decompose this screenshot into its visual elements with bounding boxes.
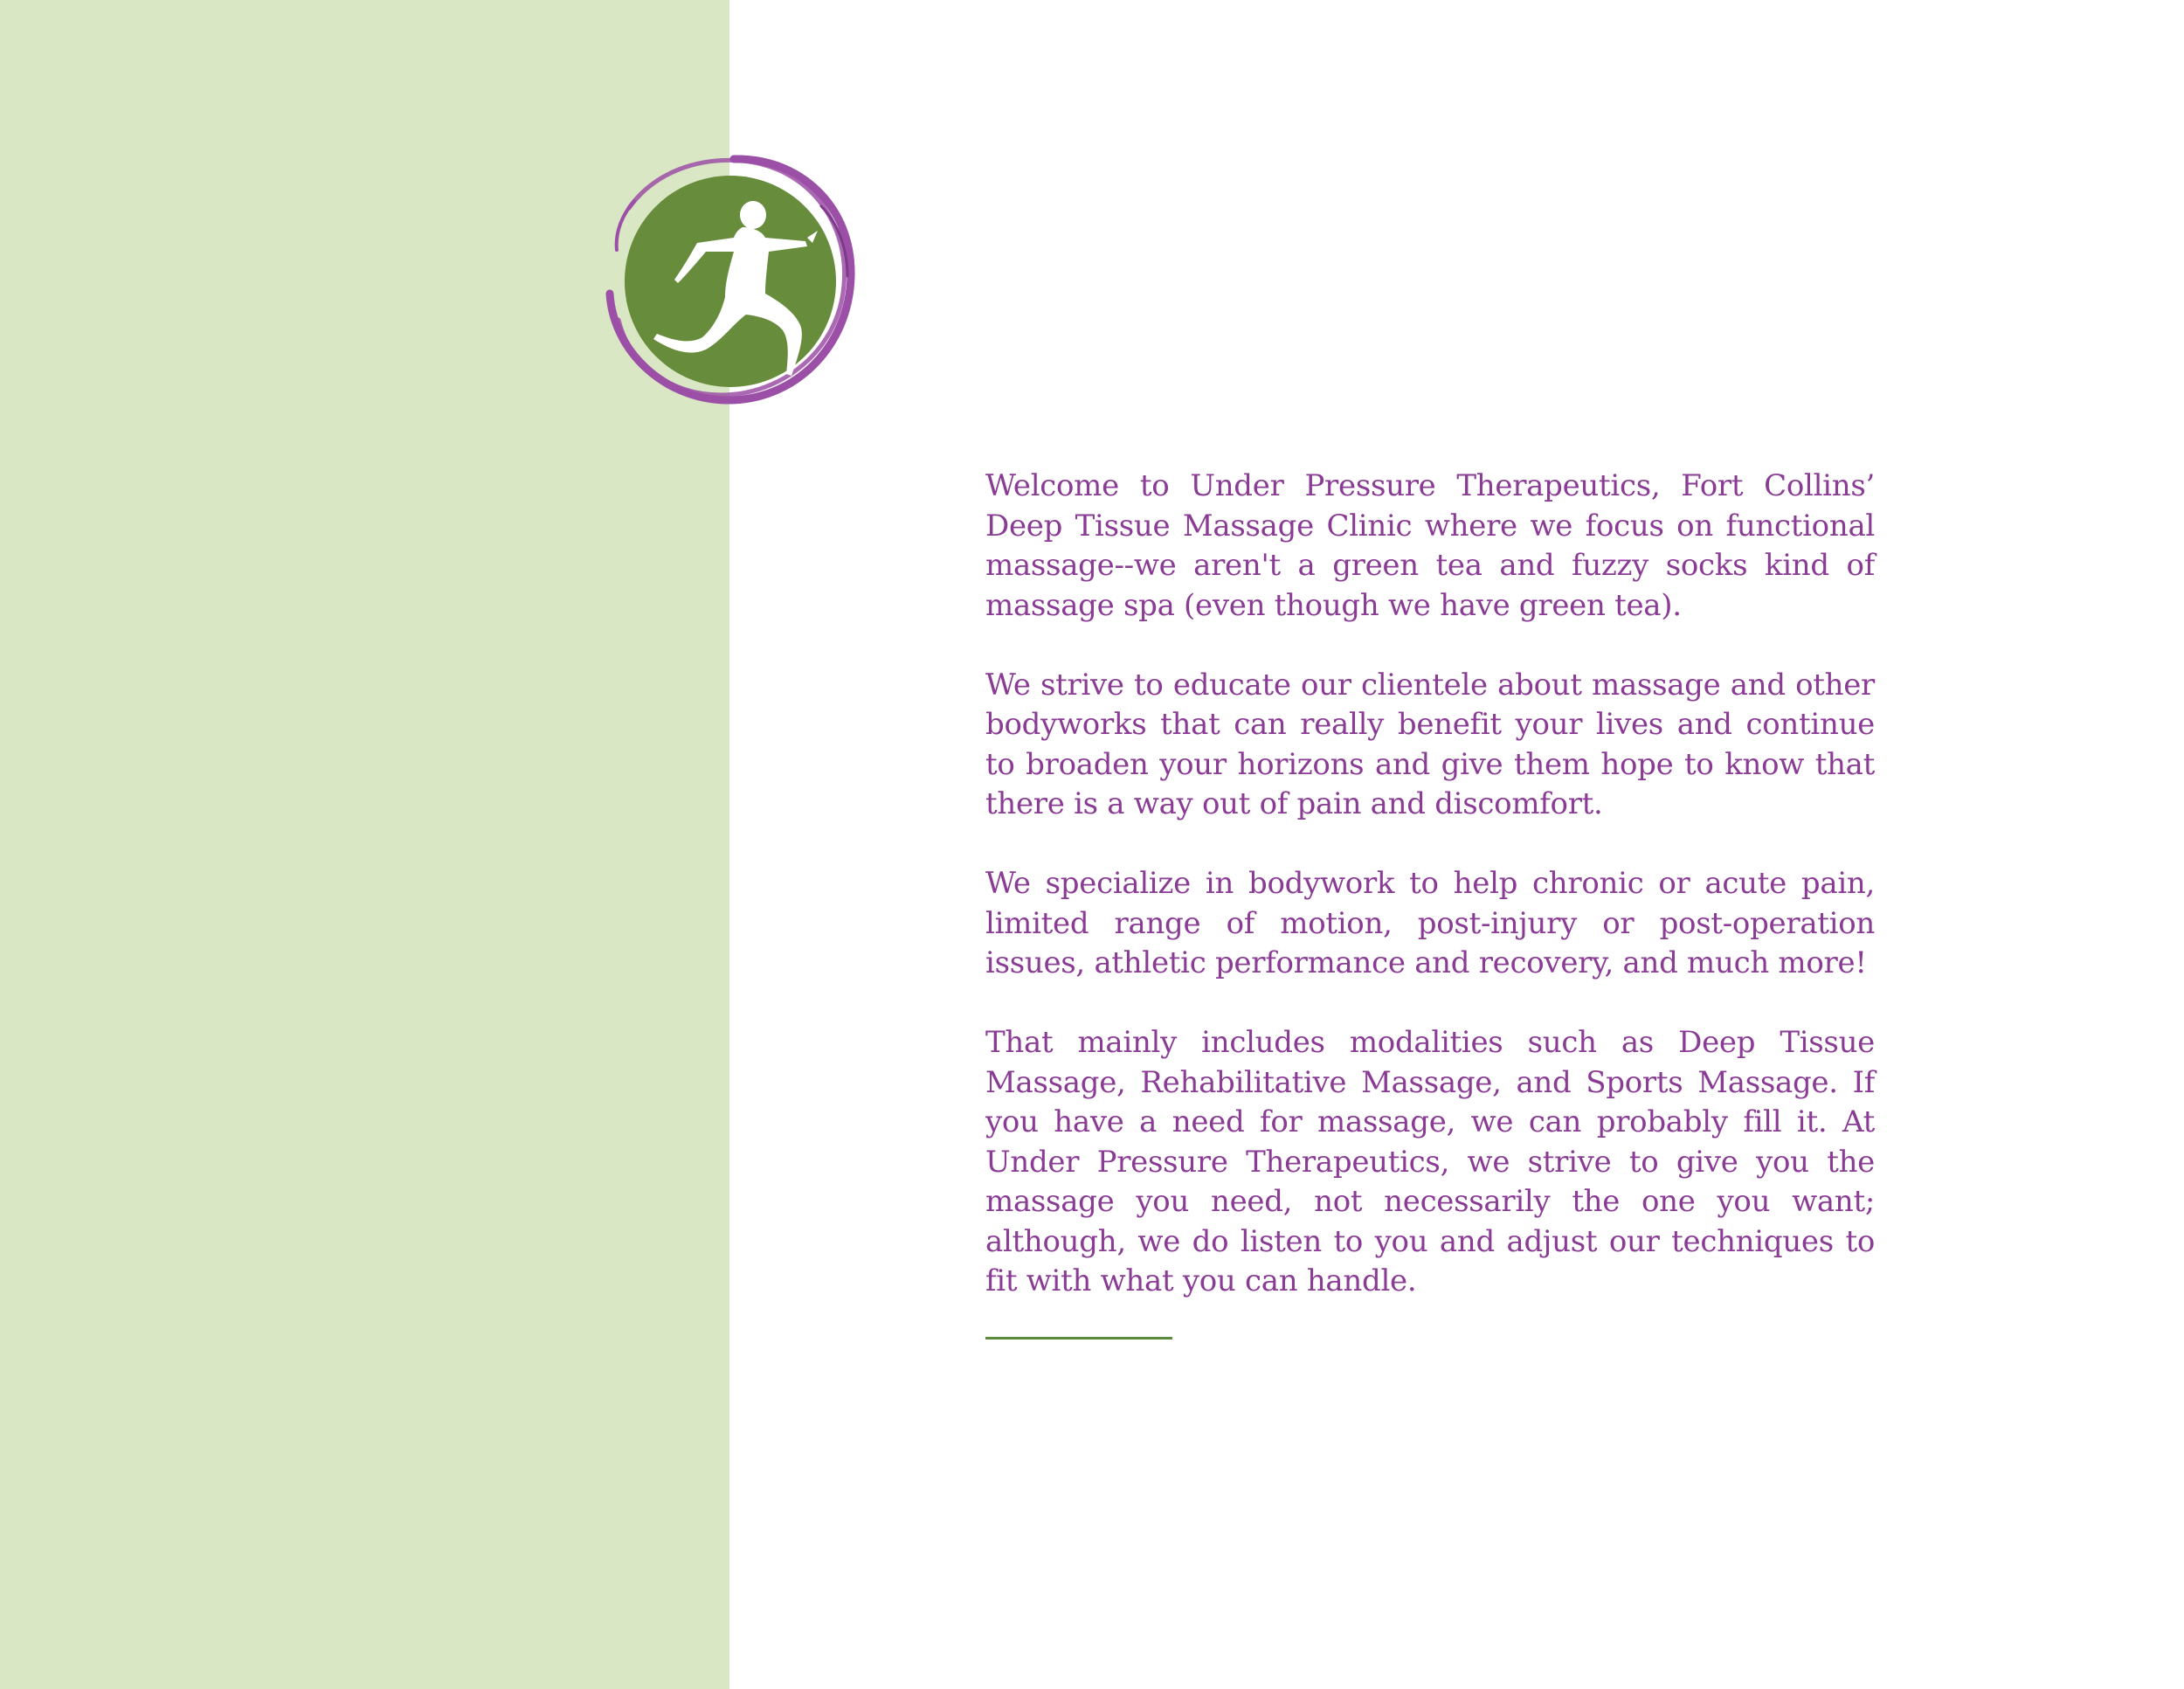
paragraph-modalities: That mainly includes modalities such as Deep Tissue Massage, Rehabilitative Massage, and Sports Massage. If you have a need for massage, we can probably fill it. At Under Pressure Therapeutics, we strive to give you the massage you need, not necessarily the one you want; although, we do listen to you and adjust our techniques to fit with what you can handle. [985,1025,1875,1298]
paragraph-specialize: We specialize in bodywork to help chronic or acute pain, limited range of motion, post-injury or post-operation issues, athletic performance and recovery, and much more! [985,866,1875,980]
paragraph-educate: We strive to educate our clientele about massage and other bodyworks that can really benefit your lives and continue to broaden your horizons and give them hope to know that there is a way out of pain and discomfort. [985,667,1875,821]
paragraph-welcome: Welcome to Under Pressure Therapeutics, Fort Collins’ Deep Tissue Massage Clinic where we focus on functional massage--we aren't a green tea and fuzzy socks kind of massage spa (even though we have green tea). [985,468,1875,623]
divider-line [985,1337,1172,1339]
logo [603,154,856,407]
body-text [985,467,1875,1341]
running-figure-icon [603,154,856,407]
